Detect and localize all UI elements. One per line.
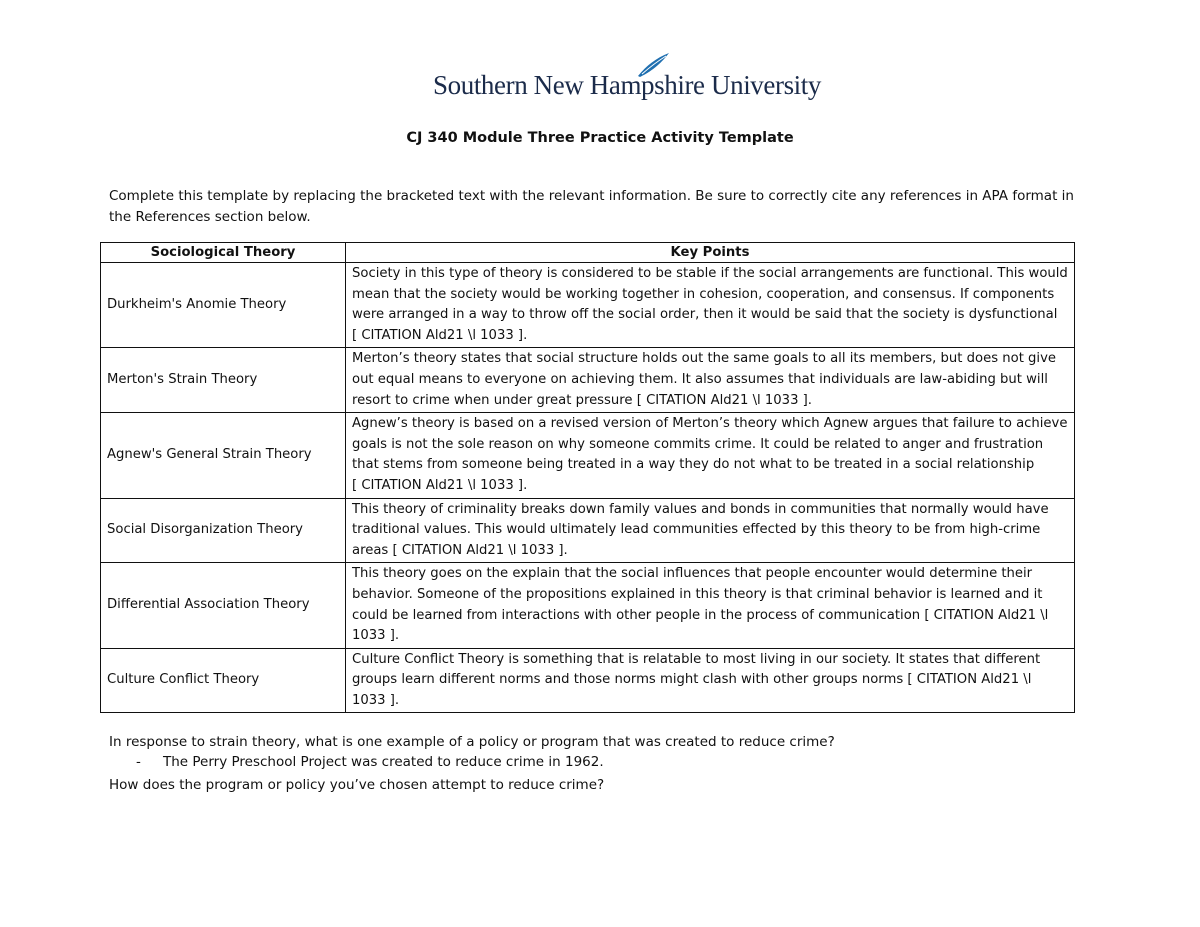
- theory-name-cell: Durkheim's Anomie Theory: [101, 263, 346, 348]
- instructions-text: Complete this template by replacing the bracketed text with the relevant information. Be sure to correctly cite any references in APA format in the References section below.: [109, 188, 1074, 225]
- key-points-text: Agnew’s theory is based on a revised version of Merton’s theory which Agnew argues that failure to achieve goals is not the sole reason on why someone commits crime. It could be related to anger and frustration that stems from someone being treated in a way they do not what to be treated in a social relationship: [352, 416, 1068, 473]
- question-1: In response to strain theory, what is one example of a policy or program that was created to reduce crime?: [109, 734, 835, 750]
- citation-text: [ CITATION Ald21 \l 1033 ].: [352, 327, 528, 343]
- answer-list-item: [136, 752, 604, 772]
- theory-name-cell: Social Disorganization Theory: [101, 498, 346, 563]
- table-row: [101, 498, 1075, 563]
- column-header-key-points: Key Points: [346, 243, 1075, 263]
- key-points-text: This theory of criminality breaks down family values and bonds in communities that normally would have traditional values. This would ultimately lead communities effected by this theory to be from high-crime areas: [352, 501, 1049, 558]
- citation-text: [ CITATION Ald21 \l 1033 ].: [352, 607, 1049, 644]
- column-header-theory: Sociological Theory: [101, 243, 346, 263]
- key-points-cell: [346, 498, 1075, 563]
- table-row: [101, 413, 1075, 498]
- theory-name-cell: Differential Association Theory: [101, 563, 346, 648]
- theory-table: [100, 242, 1075, 713]
- table-row: [101, 563, 1075, 648]
- key-points-text: Merton’s theory states that social structure holds out the same goals to all its members, but does not give out equal means to everyone on achieving them. It also assumes that individuals are law-abiding but will resort to crime when under great pressure: [352, 351, 1057, 408]
- key-points-cell: [346, 348, 1075, 413]
- theory-name-cell: Agnew's General Strain Theory: [101, 413, 346, 498]
- key-points-cell: [346, 563, 1075, 648]
- citation-text: [ CITATION Ald21 \l 1033 ].: [352, 477, 528, 493]
- table-row: [101, 348, 1075, 413]
- page-title: CJ 340 Module Three Practice Activity Template: [406, 130, 794, 146]
- key-points-text: This theory goes on the explain that the social influences that people encounter would determine their behavior. Someone of the propositions explained in this theory is that criminal behavior is learned and it could be learned from interactions with other people in the process of communication: [352, 566, 1043, 623]
- table-row: [101, 648, 1075, 713]
- question-2: How does the program or policy you’ve chosen attempt to reduce crime?: [109, 777, 605, 793]
- citation-text: [ CITATION Ald21 \l 1033 ].: [352, 672, 1032, 708]
- key-points-cell: [346, 413, 1075, 498]
- theory-name-cell: Culture Conflict Theory: [101, 648, 346, 713]
- key-points-text: Culture Conflict Theory is something that is relatable to most living in our society. It states that different groups learn different norms and those norms might clash with other groups norms: [352, 651, 1041, 688]
- key-points-text: Society in this type of theory is considered to be stable if the social arrangements are functional. This would mean that the society would be working together in cohesion, cooperation, and consensus. If components were arranged in a way to throw off the social order, then it would be said that the society is dysfunctional: [352, 266, 1068, 323]
- logo-text: Southern New Hampshire University: [433, 70, 821, 100]
- university-logo: [433, 52, 821, 106]
- key-points-cell: [346, 263, 1075, 348]
- key-points-cell: [346, 648, 1075, 713]
- list-dash: -: [136, 754, 141, 770]
- answer-1: The Perry Preschool Project was created to reduce crime in 1962.: [163, 754, 604, 770]
- citation-text: [ CITATION Ald21 \l 1033 ].: [636, 392, 812, 408]
- table-row: [101, 263, 1075, 348]
- theory-name-cell: Merton's Strain Theory: [101, 348, 346, 413]
- citation-text: [ CITATION Ald21 \l 1033 ].: [392, 542, 568, 558]
- table-header-row: [101, 243, 1075, 263]
